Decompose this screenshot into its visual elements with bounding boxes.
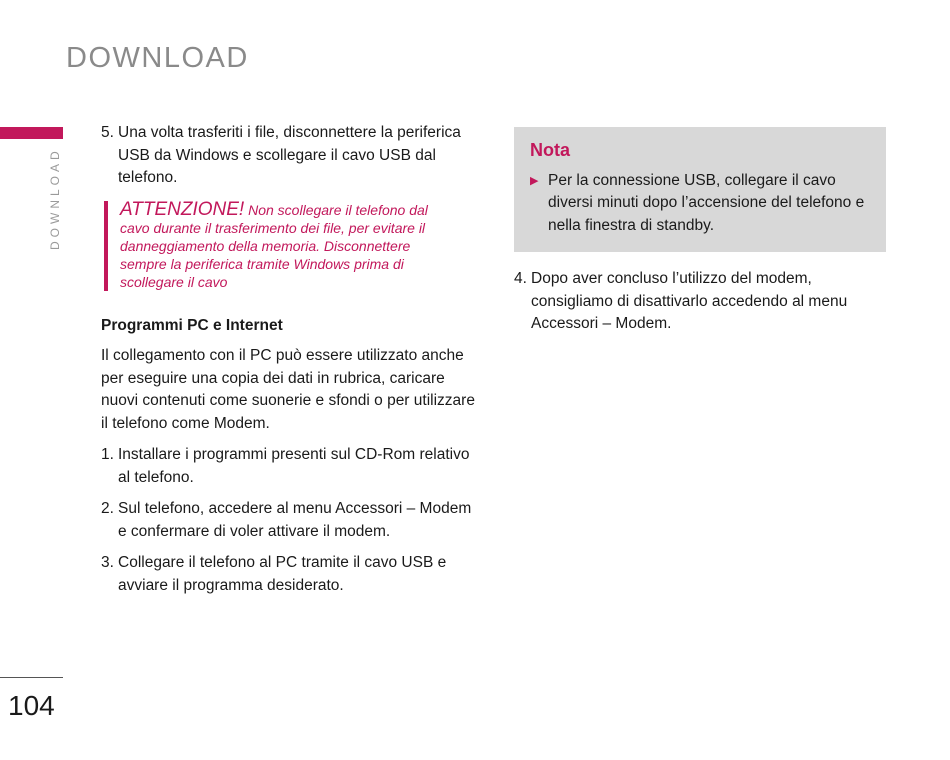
warning-title: ATTENZIONE! [120, 198, 245, 220]
triangle-bullet-icon: ▶ [530, 174, 539, 187]
step-2 [101, 498, 477, 543]
step-3 [101, 552, 477, 597]
step-number: 5. [101, 124, 114, 141]
step-text: Installare i programmi presenti sul CD-Rom relativo al telefono. [118, 446, 470, 486]
step-4 [514, 268, 886, 336]
step-number: 1. [101, 446, 114, 463]
step-text: Dopo aver concluso l’utilizzo del modem, consigliamo di disattivarlo accedendo al menu Accessori – Modem. [531, 270, 848, 332]
section-header-title: DOWNLOAD [66, 42, 249, 74]
left-column [101, 122, 477, 606]
note-title: Nota [530, 140, 570, 160]
step-text: Collegare il telefono al PC tramite il cavo USB e avviare il programma desiderato. [118, 554, 447, 594]
page-number-rule [0, 677, 63, 678]
note-item [530, 170, 870, 238]
section-heading: Programmi PC e Internet [101, 316, 283, 334]
page-number: 104 [8, 690, 55, 721]
step-1 [101, 444, 477, 489]
warning-callout [104, 198, 450, 291]
step-number: 4. [514, 270, 527, 287]
step-5 [101, 122, 477, 190]
side-tab-marker [0, 127, 63, 139]
step-text: Una volta trasferiti i file, disconnettere la periferica USB da Windows e scollegare il cavo USB dal telefono. [118, 124, 461, 186]
right-column [514, 127, 886, 345]
step-number: 3. [101, 554, 114, 571]
note-text: Per la connessione USB, collegare il cavo diversi minuti dopo l’accensione del telefono e nella finestra di standby. [548, 171, 865, 234]
step-text: Sul telefono, accedere al menu Accessori – Modem e confermare di voler attivare il modem. [118, 500, 472, 540]
side-section-label: DOWNLOAD [48, 147, 62, 250]
warning-text: Non scollegare il telefono dal cavo durante il trasferimento dei file, per evitare il danneggiamento della memoria. Disconnettere sempre la periferica tramite Windows prima di scollegare il cavo [120, 201, 428, 290]
step-number: 2. [101, 500, 114, 517]
intro-paragraph: Il collegamento con il PC può essere utilizzato anche per eseguire una copia dei dati in rubrica, caricare nuovi contenuti come suonerie e sfondi o per utilizzare il telefono come Modem. [101, 347, 475, 432]
note-box [514, 127, 886, 252]
